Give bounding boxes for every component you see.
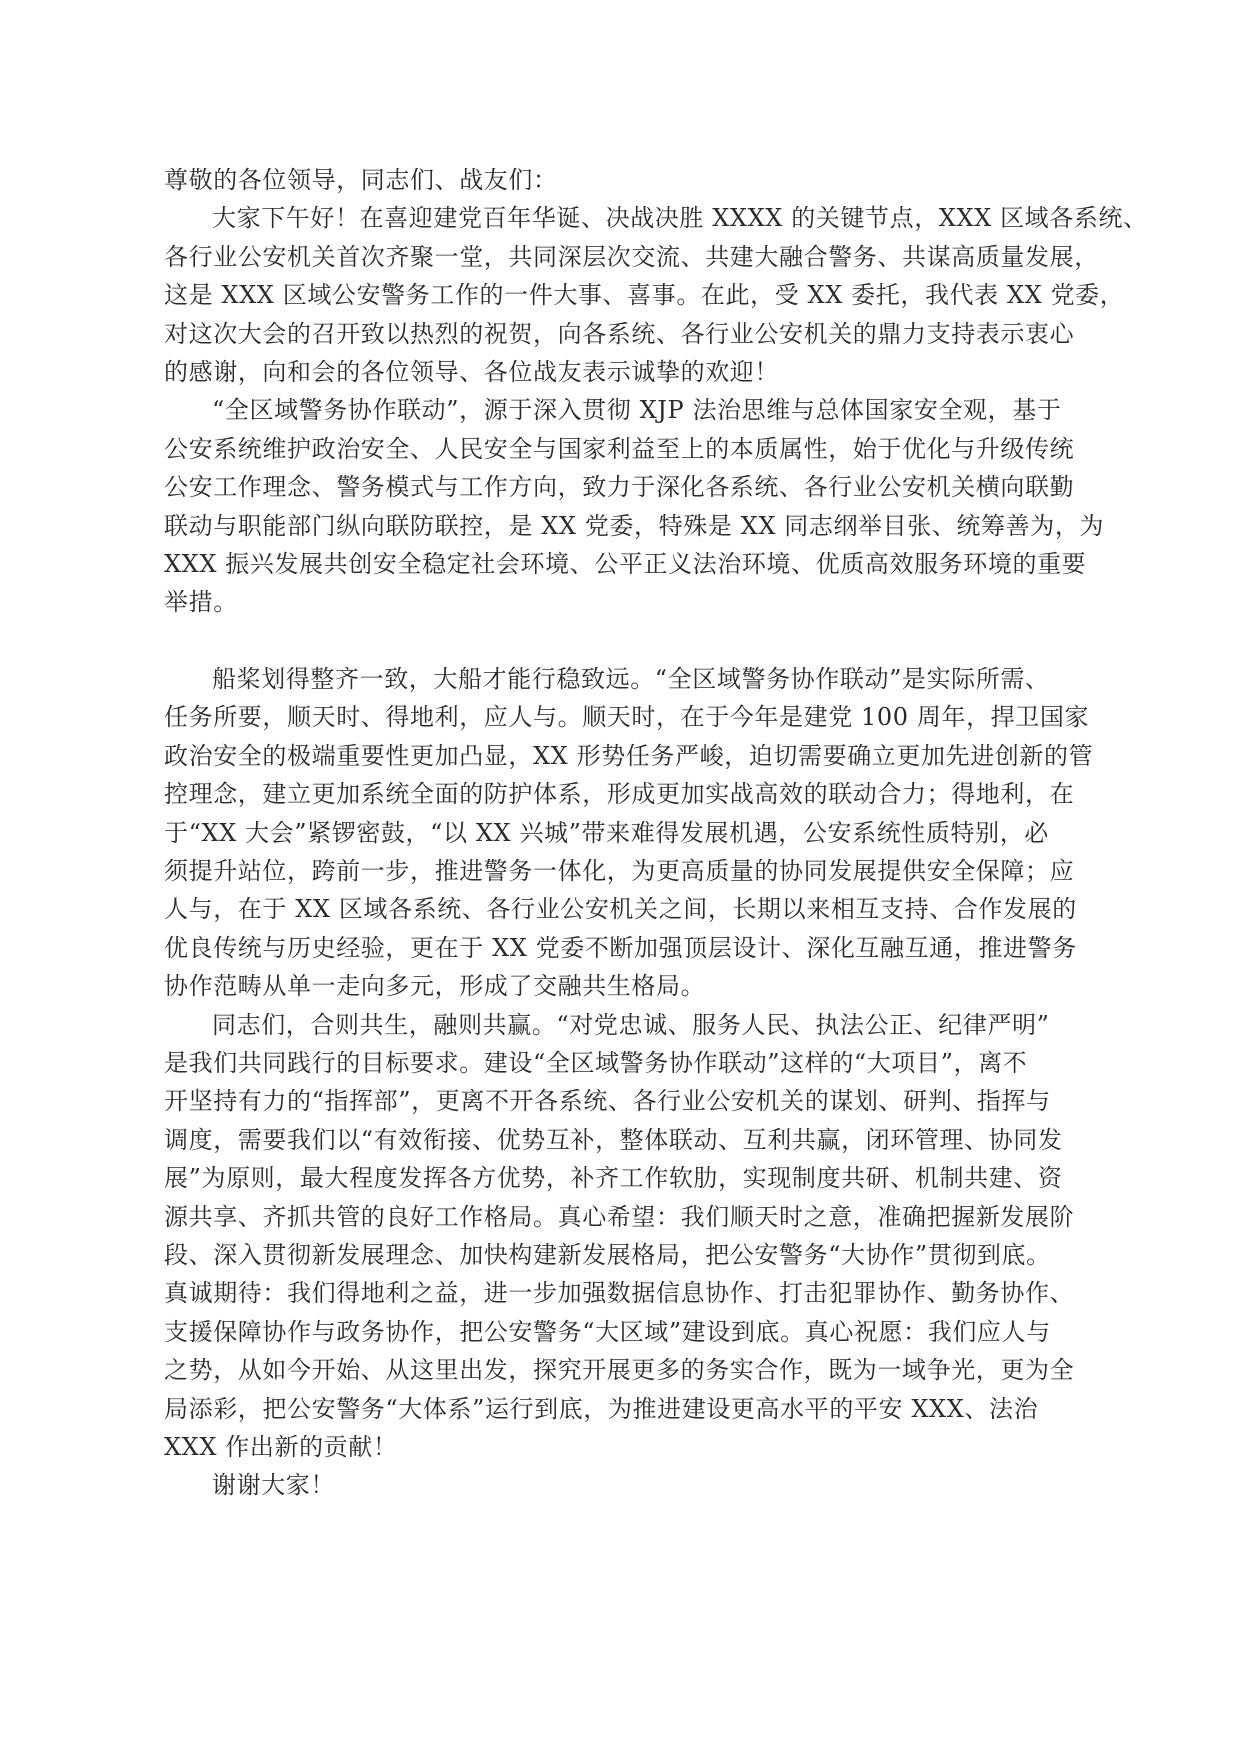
paragraph-line: 段、深入贯彻新发展理念、加快构建新发展格局，把公安警务“大协作”贯彻到底。 bbox=[164, 1240, 1051, 1269]
speech-body bbox=[164, 161, 1148, 1505]
paragraph-line: XXX 作出新的贡献！ bbox=[164, 1432, 398, 1461]
paragraph-opening-greeting bbox=[164, 199, 1148, 391]
paragraph-line: 真诚期待：我们得地利之益，进一步加强数据信息协作、打击犯罪协作、勤务协作、 bbox=[164, 1279, 1075, 1308]
paragraph-line: 政治安全的极端重要性更加凸显，XX 形势任务严峻，迫切需要确立更加先进创新的管 bbox=[164, 741, 1094, 770]
paragraph-line: 之势，从如今开始、从这里出发，探究开展更多的务实合作，既为一域争光，更为全 bbox=[164, 1356, 1075, 1385]
salutation bbox=[164, 161, 1094, 199]
paragraph-line: 协作范畴从单一走向多元，形成了交融共生格局。 bbox=[164, 972, 706, 1001]
salutation-line: 尊敬的各位领导，同志们、战友们： bbox=[164, 166, 558, 194]
paragraph-expectations bbox=[164, 1006, 1094, 1467]
paragraph-line: 举措。 bbox=[164, 588, 238, 617]
paragraph-line: 控理念，建立更加系统全面的防护体系，形成更加实战高效的联动合力；得地利，在 bbox=[164, 780, 1075, 809]
paragraph-line: 须提升站位，跨前一步，推进警务一体化，为更高质量的协同发展提供安全保障；应 bbox=[164, 857, 1075, 886]
closing-line: 谢谢大家！ bbox=[212, 1471, 335, 1500]
paragraph-line: 支援保障协作与政务协作，把公安警务“大区域”建设到底。真心祝愿：我们应人与 bbox=[164, 1317, 1051, 1346]
paragraph-line: 同志们，合则共生，融则共赢。“对党忠诚、服务人民、执法公正、纪律严明” bbox=[212, 1010, 1050, 1039]
paragraph-origin bbox=[164, 391, 1105, 660]
paragraph-line: 对这次大会的召开致以热烈的祝贺，向各系统、各行业公安机关的鼎力支持表示衷心 bbox=[164, 319, 1075, 348]
paragraph-line: 任务所要，顺天时、得地利，应人与。顺天时，在于今年是建党 100 周年，捍卫国家 bbox=[164, 703, 1090, 732]
paragraph-line: XXX 振兴发展共创安全稳定社会环境、公平正义法治环境、优质高效服务环境的重要 bbox=[164, 549, 1087, 578]
paragraph-line: 人与，在于 XX 区域各系统、各行业公安机关之间，长期以来相互支持、合作发展的 bbox=[164, 895, 1077, 924]
paragraph-line: 源共享、齐抓共管的良好工作格局。真心希望：我们顺天时之意，准确把握新发展阶 bbox=[164, 1202, 1075, 1231]
paragraph-line: 这是 XXX 区域公安警务工作的一件大事、喜事。在此，受 XX 委托，我代表 XX 党委， bbox=[164, 281, 1125, 310]
paragraph-line: 的感谢，向和会的各位领导、各位战友表示诚挚的欢迎！ bbox=[164, 357, 779, 386]
paragraph-line: 船桨划得整齐一致，大船才能行稳致远。“全区域警务协作联动”是实际所需、 bbox=[212, 665, 1050, 694]
paragraph-line: 调度，需要我们以“有效衔接、优势互补，整体联动、互利共赢，闭环管理、协同发 bbox=[164, 1125, 1063, 1154]
paragraph-line: 公安工作理念、警务模式与工作方向，致力于深化各系统、各行业公安机关横向联勤 bbox=[164, 473, 1075, 502]
paragraph-line: 优良传统与历史经验，更在于 XX 党委不断加强顶层设计、深化互融互通，推进警务 bbox=[164, 933, 1077, 962]
paragraph-line: 联动与职能部门纵向联防联控，是 XX 党委，特殊是 XX 同志纲举目张、统筹善为，为 bbox=[164, 511, 1105, 540]
paragraph-line: “全区域警务协作联动”，源于深入贯彻 XJP 法治思维与总体国家安全观，基于 bbox=[212, 396, 1062, 425]
paragraph-line: 展”为原则，最大程度发挥各方优势，补齐工作软肋，实现制度共研、机制共建、资 bbox=[164, 1164, 1063, 1193]
paragraph-line: 公安系统维护政治安全、人民安全与国家利益至上的本质属性，始于优化与升级传统 bbox=[164, 434, 1075, 463]
paragraph-line: 是我们共同践行的目标要求。建设“全区域警务协作联动”这样的“大项目”，离不 bbox=[164, 1048, 1028, 1077]
paragraph-closing bbox=[164, 1466, 1094, 1504]
paragraph-line: 于“XX 大会”紧锣密鼓，“以 XX 兴城”带来难得发展机遇，公安系统性质特别，必 bbox=[164, 818, 1049, 847]
paragraph-line: 开坚持有力的“指挥部”，更离不开各系统、各行业公安机关的谋划、研判、指挥与 bbox=[164, 1087, 1051, 1116]
paragraph-line: 大家下午好！在喜迎建党百年华诞、决战决胜 XXXX 的关键节点，XXX 区域各系统、 bbox=[212, 204, 1148, 233]
paragraph-line: 局添彩，把公安警务“大体系”运行到底，为推进建设更高水平的平安 XXX、法治 bbox=[164, 1394, 1039, 1423]
paragraph-line: 各行业公安机关首次齐聚一堂，共同深层次交流、共建大融合警务、共谋高质量发展， bbox=[164, 242, 1099, 271]
paragraph-line bbox=[164, 622, 1094, 660]
paragraph-timing bbox=[164, 660, 1094, 1006]
